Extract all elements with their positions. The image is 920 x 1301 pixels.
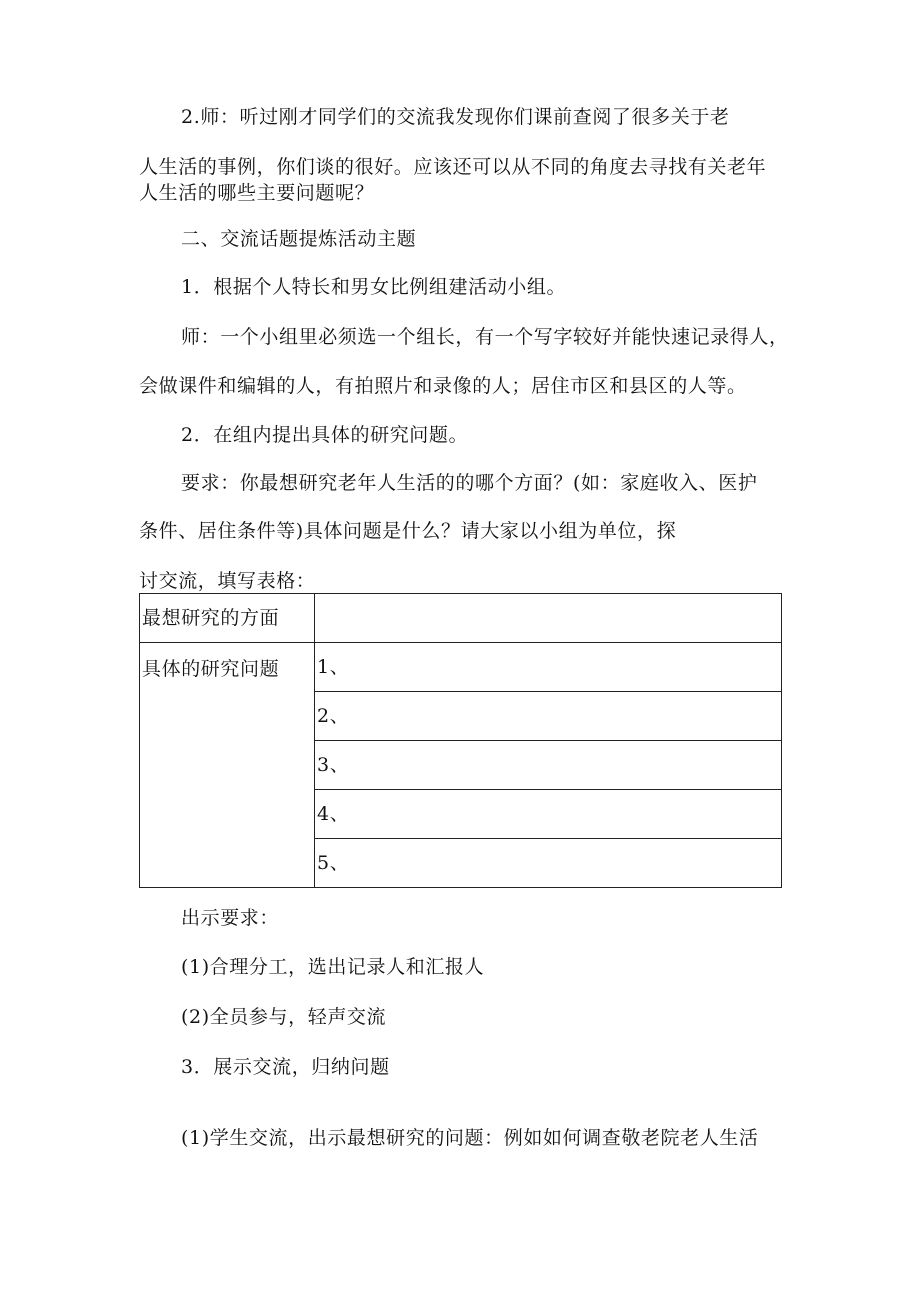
table-cell-question-2[interactable]: 2、 (315, 692, 782, 741)
table-row (140, 594, 782, 643)
paragraph-group-roles-line2: 会做课件和编辑的人，有拍照片和录像的人；居住市区和县区的人等。 (139, 375, 747, 397)
paragraph-student-exchange: (1)学生交流，出示最想研究的问题：例如如何调查敬老院老人生活 (181, 1127, 759, 1149)
step-3-heading: 3．展示交流，归纳问题 (181, 1056, 390, 1078)
section-heading-2: 二、交流话题提炼活动主题 (181, 228, 417, 250)
table-cell-question-1[interactable]: 1、 (315, 643, 782, 692)
paragraph-teacher-remark-line1: 2.师：听过刚才同学们的交流我发现你们课前查阅了很多关于老 (181, 106, 730, 128)
paragraph-requirement-line2: 条件、居住条件等)具体问题是什么？请大家以小组为单位，探 (139, 520, 677, 542)
paragraph-teacher-remark-line3: 人生活的哪些主要问题呢？ (139, 182, 375, 204)
requirement-item-2: (2)全员参与，轻声交流 (181, 1006, 387, 1028)
paragraph-group-roles-line1: 师：一个小组里必须选一个组长，有一个写字较好并能快速记录得人， (181, 326, 789, 348)
research-form-table (139, 593, 782, 888)
paragraph-teacher-remark-line2: 人生活的事例，你们谈的很好。应该还可以从不同的角度去寻找有关老年 (139, 156, 767, 178)
table-cell-questions-label: 具体的研究问题 (140, 643, 315, 888)
table-cell-aspect-value[interactable] (315, 594, 782, 643)
step-1-heading: 1．根据个人特长和男女比例组建活动小组。 (181, 276, 567, 298)
table-cell-question-4[interactable]: 4、 (315, 790, 782, 839)
step-2-heading: 2．在组内提出具体的研究问题。 (181, 424, 469, 446)
paragraph-requirement-line1: 要求：你最想研究老年人生活的的哪个方面？(如：家庭收入、医护 (181, 472, 758, 494)
paragraph-requirement-line3: 讨交流，填写表格： (139, 570, 316, 592)
table-cell-question-5[interactable]: 5、 (315, 839, 782, 888)
requirement-item-1: (1)合理分工，选出记录人和汇报人 (181, 956, 485, 978)
table-row (140, 643, 782, 692)
table-cell-question-3[interactable]: 3、 (315, 741, 782, 790)
show-requirements-heading: 出示要求： (181, 907, 280, 929)
table-cell-aspect-label: 最想研究的方面 (140, 594, 315, 643)
